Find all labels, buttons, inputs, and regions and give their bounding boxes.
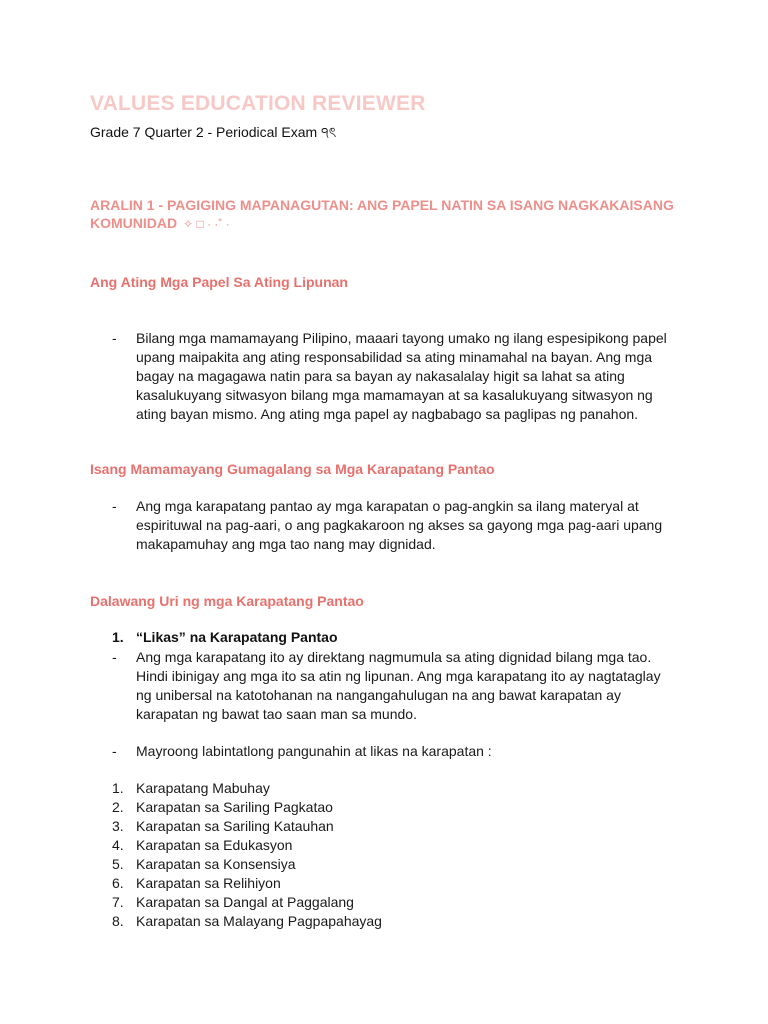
document-title: VALUES EDUCATION REVIEWER (90, 92, 426, 115)
bullet-item (112, 742, 672, 761)
list-text: Karapatan sa Sariling Katauhan (136, 818, 334, 834)
bullet-item (112, 648, 672, 724)
list-number: 5. (112, 856, 124, 872)
rights-list (112, 779, 382, 931)
document-subtitle: Grade 7 Quarter 2 - Periodical Exam ੧ৎ (90, 124, 337, 140)
list-item (112, 893, 382, 912)
list-text: Karapatan sa Edukasyon (136, 837, 293, 853)
list-item (112, 836, 382, 855)
decoration-glyphs: ✧ □ · ·˚ · (183, 217, 230, 231)
section-heading-karapatang-pantao: Isang Mamamayang Gumagalang sa Mga Karapatang Pantao (90, 461, 495, 477)
list-text: Karapatan sa Dangal at Paggalang (136, 894, 354, 910)
bullet-text: Ang mga karapatang pantao ay mga karapatan o pag-angkin sa ilang materyal at espirituwal na pag-aari, o ang pagkakaroon ng akses sa gayong mga pag-aari upang makapamuhay ang mga tao nang may dignidad. (136, 498, 663, 552)
section-heading-dalawang-uri: Dalawang Uri ng mga Karapatang Pantao (90, 593, 364, 609)
list-number: 8. (112, 913, 124, 929)
lesson-heading-text: ARALIN 1 - PAGIGING MAPANAGUTAN: ANG PAPEL NATIN SA ISANG NAGKAKAISANG KOMUNIDAD (90, 197, 674, 231)
list-item (112, 779, 382, 798)
list-number: 7. (112, 894, 124, 910)
bullet-dash: - (112, 330, 117, 346)
section-heading-papel: Ang Ating Mga Papel Sa Ating Lipunan (90, 274, 348, 290)
list-text: Karapatan sa Konsensiya (136, 856, 296, 872)
bullet-text: Mayroong labintatlong pangunahin at likas na karapatan : (136, 743, 492, 759)
list-text: Karapatan sa Sariling Pagkatao (136, 799, 333, 815)
subheading-text: “Likas” na Karapatang Pantao (136, 629, 338, 645)
bullet-text: Ang mga karapatang ito ay direktang nagmumula sa ating dignidad bilang mga tao. Hindi ibinigay ang mga ito sa atin ng lipunan. Ang mga karapatang ito ay nagtataglay ng unibersal na katotohanan na nangangahulugan na ang bawat karapatan ay karapatan ng bawat tao saan man sa mundo. (136, 649, 661, 722)
list-item (112, 874, 382, 893)
list-text: Karapatan sa Relihiyon (136, 875, 281, 891)
list-item (112, 817, 382, 836)
lesson-heading (90, 196, 690, 233)
bullet-text: Bilang mga mamamayang Pilipino, maaari tayong umako ng ilang espesipikong papel upang maipakita ang ating responsabilidad sa ating minamahal na bayan. Ang mga bagay na magagawa natin para sa bayan ay nakasalalay higit sa lahat sa ating kasalukuyang sitwasyon bilang mga mamamayan at sa kasalukuyang sitwasyon ng ating bayan mismo. Ang ating mga papel ay nagbabago sa paglipas ng panahon. (136, 330, 667, 422)
list-number: 3. (112, 818, 124, 834)
list-item (112, 798, 382, 817)
bullet-dash: - (112, 649, 117, 665)
list-text: Karapatang Mabuhay (136, 780, 270, 796)
list-item (112, 855, 382, 874)
numbered-subheading (112, 629, 338, 645)
list-number: 6. (112, 875, 124, 891)
bullet-dash: - (112, 498, 117, 514)
bullet-item (112, 329, 672, 424)
list-item (112, 912, 382, 931)
bullet-item (112, 497, 672, 554)
list-number: 2. (112, 799, 124, 815)
list-number: 1. (112, 780, 124, 796)
subheading-number: 1. (112, 629, 124, 645)
list-text: Karapatan sa Malayang Pagpapahayag (136, 913, 382, 929)
list-number: 4. (112, 837, 124, 853)
bullet-dash: - (112, 743, 117, 759)
